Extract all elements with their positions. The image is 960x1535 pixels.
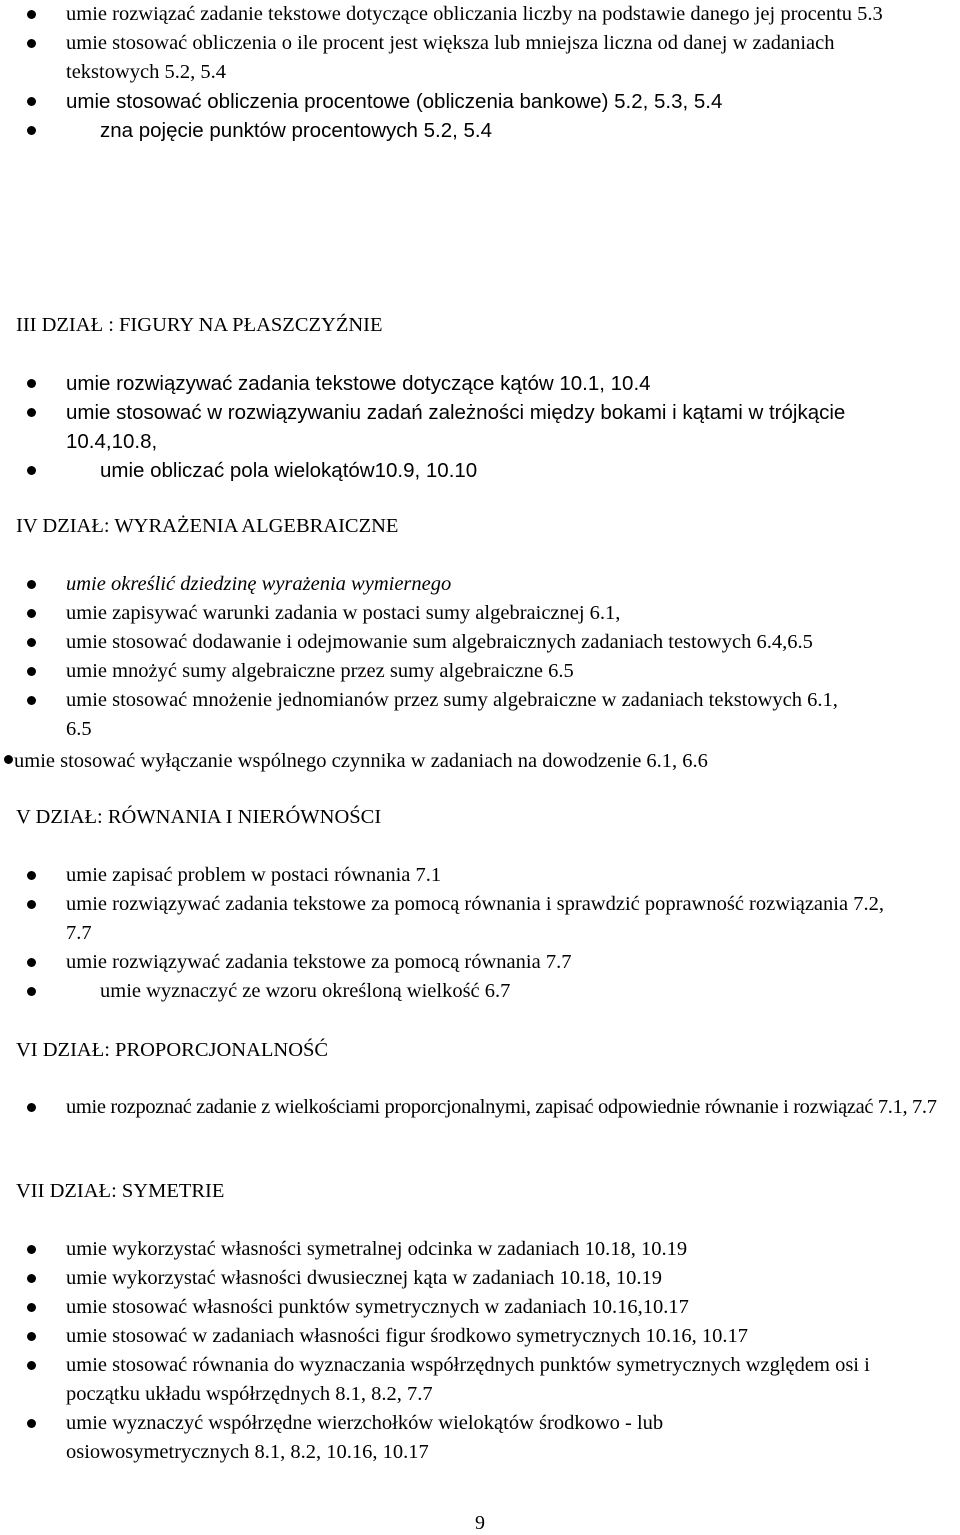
list-item	[0, 890, 960, 948]
list-item	[0, 29, 960, 87]
list-item-text: umie stosować równania do wyznaczania współrzędnych punktów symetrycznych względem osi i początku układu współrzędnych 8.1, 8.2, 7.7	[66, 1354, 870, 1405]
bullet-icon	[27, 1303, 36, 1312]
list-item	[0, 116, 960, 145]
wyrazenia-section	[0, 570, 960, 744]
list-item	[0, 0, 960, 29]
section-heading-figury: III DZIAŁ : FIGURY NA PŁASZCZYŹNIE	[16, 314, 383, 336]
proporcjonalnosc-section	[0, 1093, 960, 1122]
bullet-icon	[27, 609, 36, 618]
bullet-icon	[4, 755, 13, 764]
bullet-icon	[27, 1361, 36, 1370]
list-item	[0, 686, 960, 744]
list-item-text: umie stosować w zadaniach własności figur środkowo symetrycznych 10.16, 10.17	[66, 1325, 749, 1347]
rownania-list	[0, 861, 960, 1006]
list-item-text: umie rozpoznać zadanie z wielkościami proporcjonalnymi, zapisać odpowiednie równanie i rozwiązać 7.1, 7.7	[66, 1096, 937, 1118]
percent-list	[0, 0, 960, 145]
bullet-icon	[27, 900, 36, 909]
list-item	[0, 599, 960, 628]
bullet-icon	[27, 1103, 36, 1112]
list-item-text: umie stosować obliczenia procentowe (obliczenia bankowe) 5.2, 5.3, 5.4	[66, 90, 723, 113]
list-item-text: umie zapisać problem w postaci równania 7.1	[66, 864, 442, 886]
list-item-text: umie stosować obliczenia o ile procent jest większa lub mniejsza liczna od danej w zadaniach tekstowych 5.2, 5.4	[66, 32, 835, 83]
list-item-text: umie rozwiązywać zadania tekstowe za pomocą równania 7.7	[66, 951, 572, 973]
list-item-text: umie stosować własności punktów symetrycznych w zadaniach 10.16,10.17	[66, 1296, 689, 1318]
list-item-text: umie rozwiązywać zadania tekstowe za pomocą równania i sprawdzić poprawność rozwiązania 7.2, 7.7	[66, 893, 884, 944]
bullet-icon	[27, 10, 36, 19]
list-item-text: umie rozwiązywać zadania tekstowe dotyczące kątów 10.1, 10.4	[66, 372, 651, 395]
list-item-text: umie stosować w rozwiązywaniu zadań zależności między bokami i kątami w trójkącie 10.4,10.8,	[66, 401, 846, 453]
section-heading-symetrie: VII DZIAŁ: SYMETRIE	[16, 1180, 225, 1202]
list-item	[0, 1264, 960, 1293]
list-item	[0, 1409, 960, 1467]
list-item	[0, 1235, 960, 1264]
list-item-text: umie wyznaczyć ze wzoru określoną wielkość 6.7	[100, 980, 511, 1002]
bullet-icon	[27, 958, 36, 967]
list-item-text: umie wyznaczyć współrzędne wierzchołków wielokątów środkowo - lub osiowosymetrycznych 8.1, 8.2, 10.16, 10.17	[66, 1412, 664, 1463]
list-item	[0, 861, 960, 890]
bullet-icon	[27, 667, 36, 676]
bullet-icon	[27, 97, 36, 106]
bullet-icon	[27, 466, 36, 475]
list-item-text: umie wykorzystać własności dwusiecznej kąta w zadaniach 10.18, 10.19	[66, 1267, 663, 1289]
bullet-icon	[27, 408, 36, 417]
list-item	[0, 570, 960, 599]
list-item-text: umie wykorzystać własności symetralnej odcinka w zadaniach 10.18, 10.19	[66, 1238, 688, 1260]
bullet-icon	[27, 987, 36, 996]
bullet-icon	[27, 580, 36, 589]
section-heading-proporcjonalnosc: VI DZIAŁ: PROPORCJONALNOŚĆ	[16, 1039, 329, 1061]
bullet-icon	[27, 871, 36, 880]
list-item	[0, 369, 960, 398]
list-item	[0, 977, 960, 1006]
figury-section	[0, 369, 960, 485]
section-heading-rownania: V DZIAŁ: RÓWNANIA I NIERÓWNOŚCI	[16, 806, 382, 828]
list-item-text: zna pojęcie punktów procentowych 5.2, 5.4	[100, 119, 493, 142]
bullet-icon	[27, 638, 36, 647]
proporcjonalnosc-list	[0, 1093, 960, 1122]
list-item-text: umie określić dziedzinę wyrażenia wymiernego	[66, 573, 452, 595]
list-item	[0, 1322, 960, 1351]
list-item	[0, 398, 960, 456]
list-item-text: umie rozwiązać zadanie tekstowe dotyczące obliczania liczby na podstawie danego jej procentu 5.3	[66, 3, 883, 25]
page-number: 9	[475, 1512, 485, 1534]
list-item	[0, 456, 960, 485]
rownania-section	[0, 861, 960, 1006]
symetrie-section	[0, 1235, 960, 1467]
list-item-text: umie zapisywać warunki zadania w postaci sumy algebraicznej 6.1,	[66, 602, 621, 624]
bullet-icon	[27, 126, 36, 135]
list-item-text: umie mnożyć sumy algebraiczne przez sumy algebraiczne 6.5	[66, 660, 574, 682]
list-item-text: umie obliczać pola wielokątów10.9, 10.10	[100, 459, 478, 482]
wyrazenia-list	[0, 570, 960, 744]
bullet-icon	[27, 1332, 36, 1341]
bullet-icon	[27, 1419, 36, 1428]
list-item-text: umie stosować wyłączanie wspólnego czynnika w zadaniach na dowodzenie 6.1, 6.6	[14, 750, 708, 772]
list-item	[0, 1093, 960, 1122]
list-item	[0, 948, 960, 977]
figury-list	[0, 369, 960, 485]
section-heading-wyrazenia: IV DZIAŁ: WYRAŻENIA ALGEBRAICZNE	[16, 515, 399, 537]
symetrie-list	[0, 1235, 960, 1467]
bullet-icon	[27, 696, 36, 705]
percent-section	[0, 0, 960, 145]
list-item-text: umie stosować dodawanie i odejmowanie sum algebraicznych zadaniach testowych 6.4,6.5	[66, 631, 813, 653]
list-item	[0, 1351, 960, 1409]
list-item	[0, 87, 960, 116]
list-item	[0, 1293, 960, 1322]
list-item	[0, 628, 960, 657]
bullet-icon	[27, 1274, 36, 1283]
list-item-inline	[4, 747, 708, 776]
bullet-icon	[27, 1245, 36, 1254]
bullet-icon	[27, 379, 36, 388]
bullet-icon	[27, 39, 36, 48]
list-item-text: umie stosować mnożenie jednomianów przez sumy algebraiczne w zadaniach tekstowych 6.1, 6.5	[66, 689, 838, 740]
list-item	[0, 657, 960, 686]
